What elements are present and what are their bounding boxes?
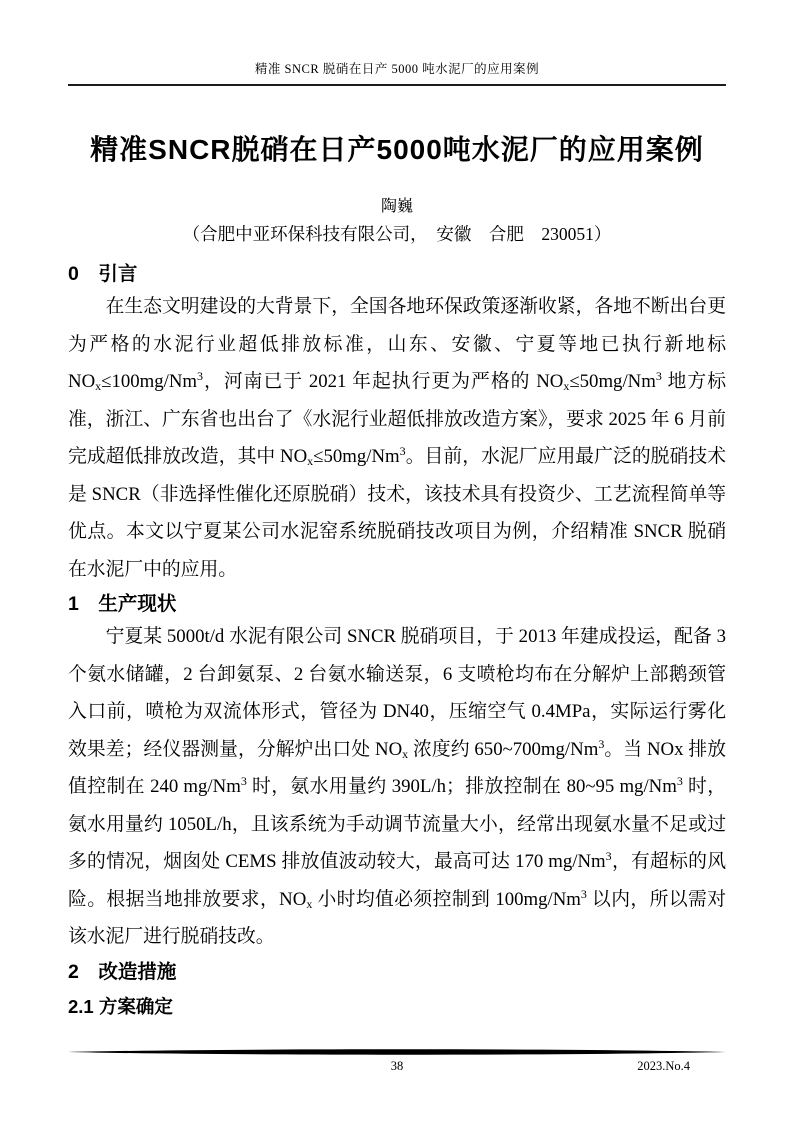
- paper-body: [68, 85, 726, 1019]
- page-footer: [68, 1048, 726, 1076]
- footer-row: [68, 1058, 726, 1076]
- section-heading-scheme-determination: 2.1 方案确定: [68, 995, 173, 1017]
- footer-divider: [68, 1048, 726, 1056]
- paragraph-production-status: 宁夏某 5000t/d 水泥有限公司 SNCR 脱硝项目，于 2013 年建成投运，配备 3 个氨水储罐，2 台卸氨泵、2 台氨水输送泵，6 支喷枪均布在分解炉上部鹅颈管入口前，喷枪为双流体形式，管径为 DN40，压缩空气 0.4MPa，实际运行雾化效果差；经仪器测量，分解炉出口处 $NO_x$ 浓度约 650~700mg/Nm$^3$。当 NOx 排放值控制在 240 mg/Nm$^3$ 时，氨水用量约 390L/h；排放控制在 80~95 mg/Nm$^3$ 时，氨水用量约 1050L/h，且该系统为手动调节流量大小，经常出现氨水量不足或过多的情况，烟囱处 CEMS 排放值波动较大，最高可达 170 mg/Nm$^3$，有超标的风险。根据当地排放要求，$NO_x$ 小时均值必须控制到 100mg/Nm$^3$ 以内，所以需对该水泥厂进行脱硝技改。: [68, 626, 727, 947]
- running-title: 精准 SNCR 脱硝在日产 5000 吨水泥厂的应用案例: [254, 62, 540, 76]
- section-heading-introduction: 0 引言: [68, 263, 138, 285]
- author-affiliation: （合肥中亚环保科技有限公司， 安徽 合肥 230051）: [182, 224, 612, 244]
- running-header: [68, 61, 726, 86]
- paper-title: 精准SNCR脱硝在日产5000吨水泥厂的应用案例: [90, 134, 704, 165]
- issue-label: 2023.No.4: [637, 1059, 690, 1073]
- section-heading-production-status: 1 生产现状: [68, 593, 177, 615]
- page-number: 38: [390, 1059, 404, 1073]
- section-heading-retrofit-measures: 2 改造措施: [68, 960, 177, 983]
- paragraph-introduction: 在生态文明建设的大背景下，全国各地环保政策逐渐收紧，各地不断出台更为严格的水泥行业超低排放标准，山东、安徽、宁夏等地已执行新地标$NO_x\le 100mg/Nm^3$，河南已于 2021 年起执行更为严格的 $NO_x\le 50mg/Nm^3$ 地方标准，浙江、广东省也出台了《水泥行业超低排放改造方案》，要求 2025 年 6 月前完成超低排放改造，其中 $NO_x\le 50mg/Nm^3$。目前，水泥厂应用最广泛的脱硝技术是 SNCR（非选择性催化还原脱硝）技术，该技术具有投资少、工艺流程简单等优点。本文以宁夏某公司水泥窑系统脱硝技改项目为例，介绍精准 SNCR 脱硝在水泥厂中的应用。: [68, 296, 726, 580]
- author-name: 陶巍: [380, 198, 413, 215]
